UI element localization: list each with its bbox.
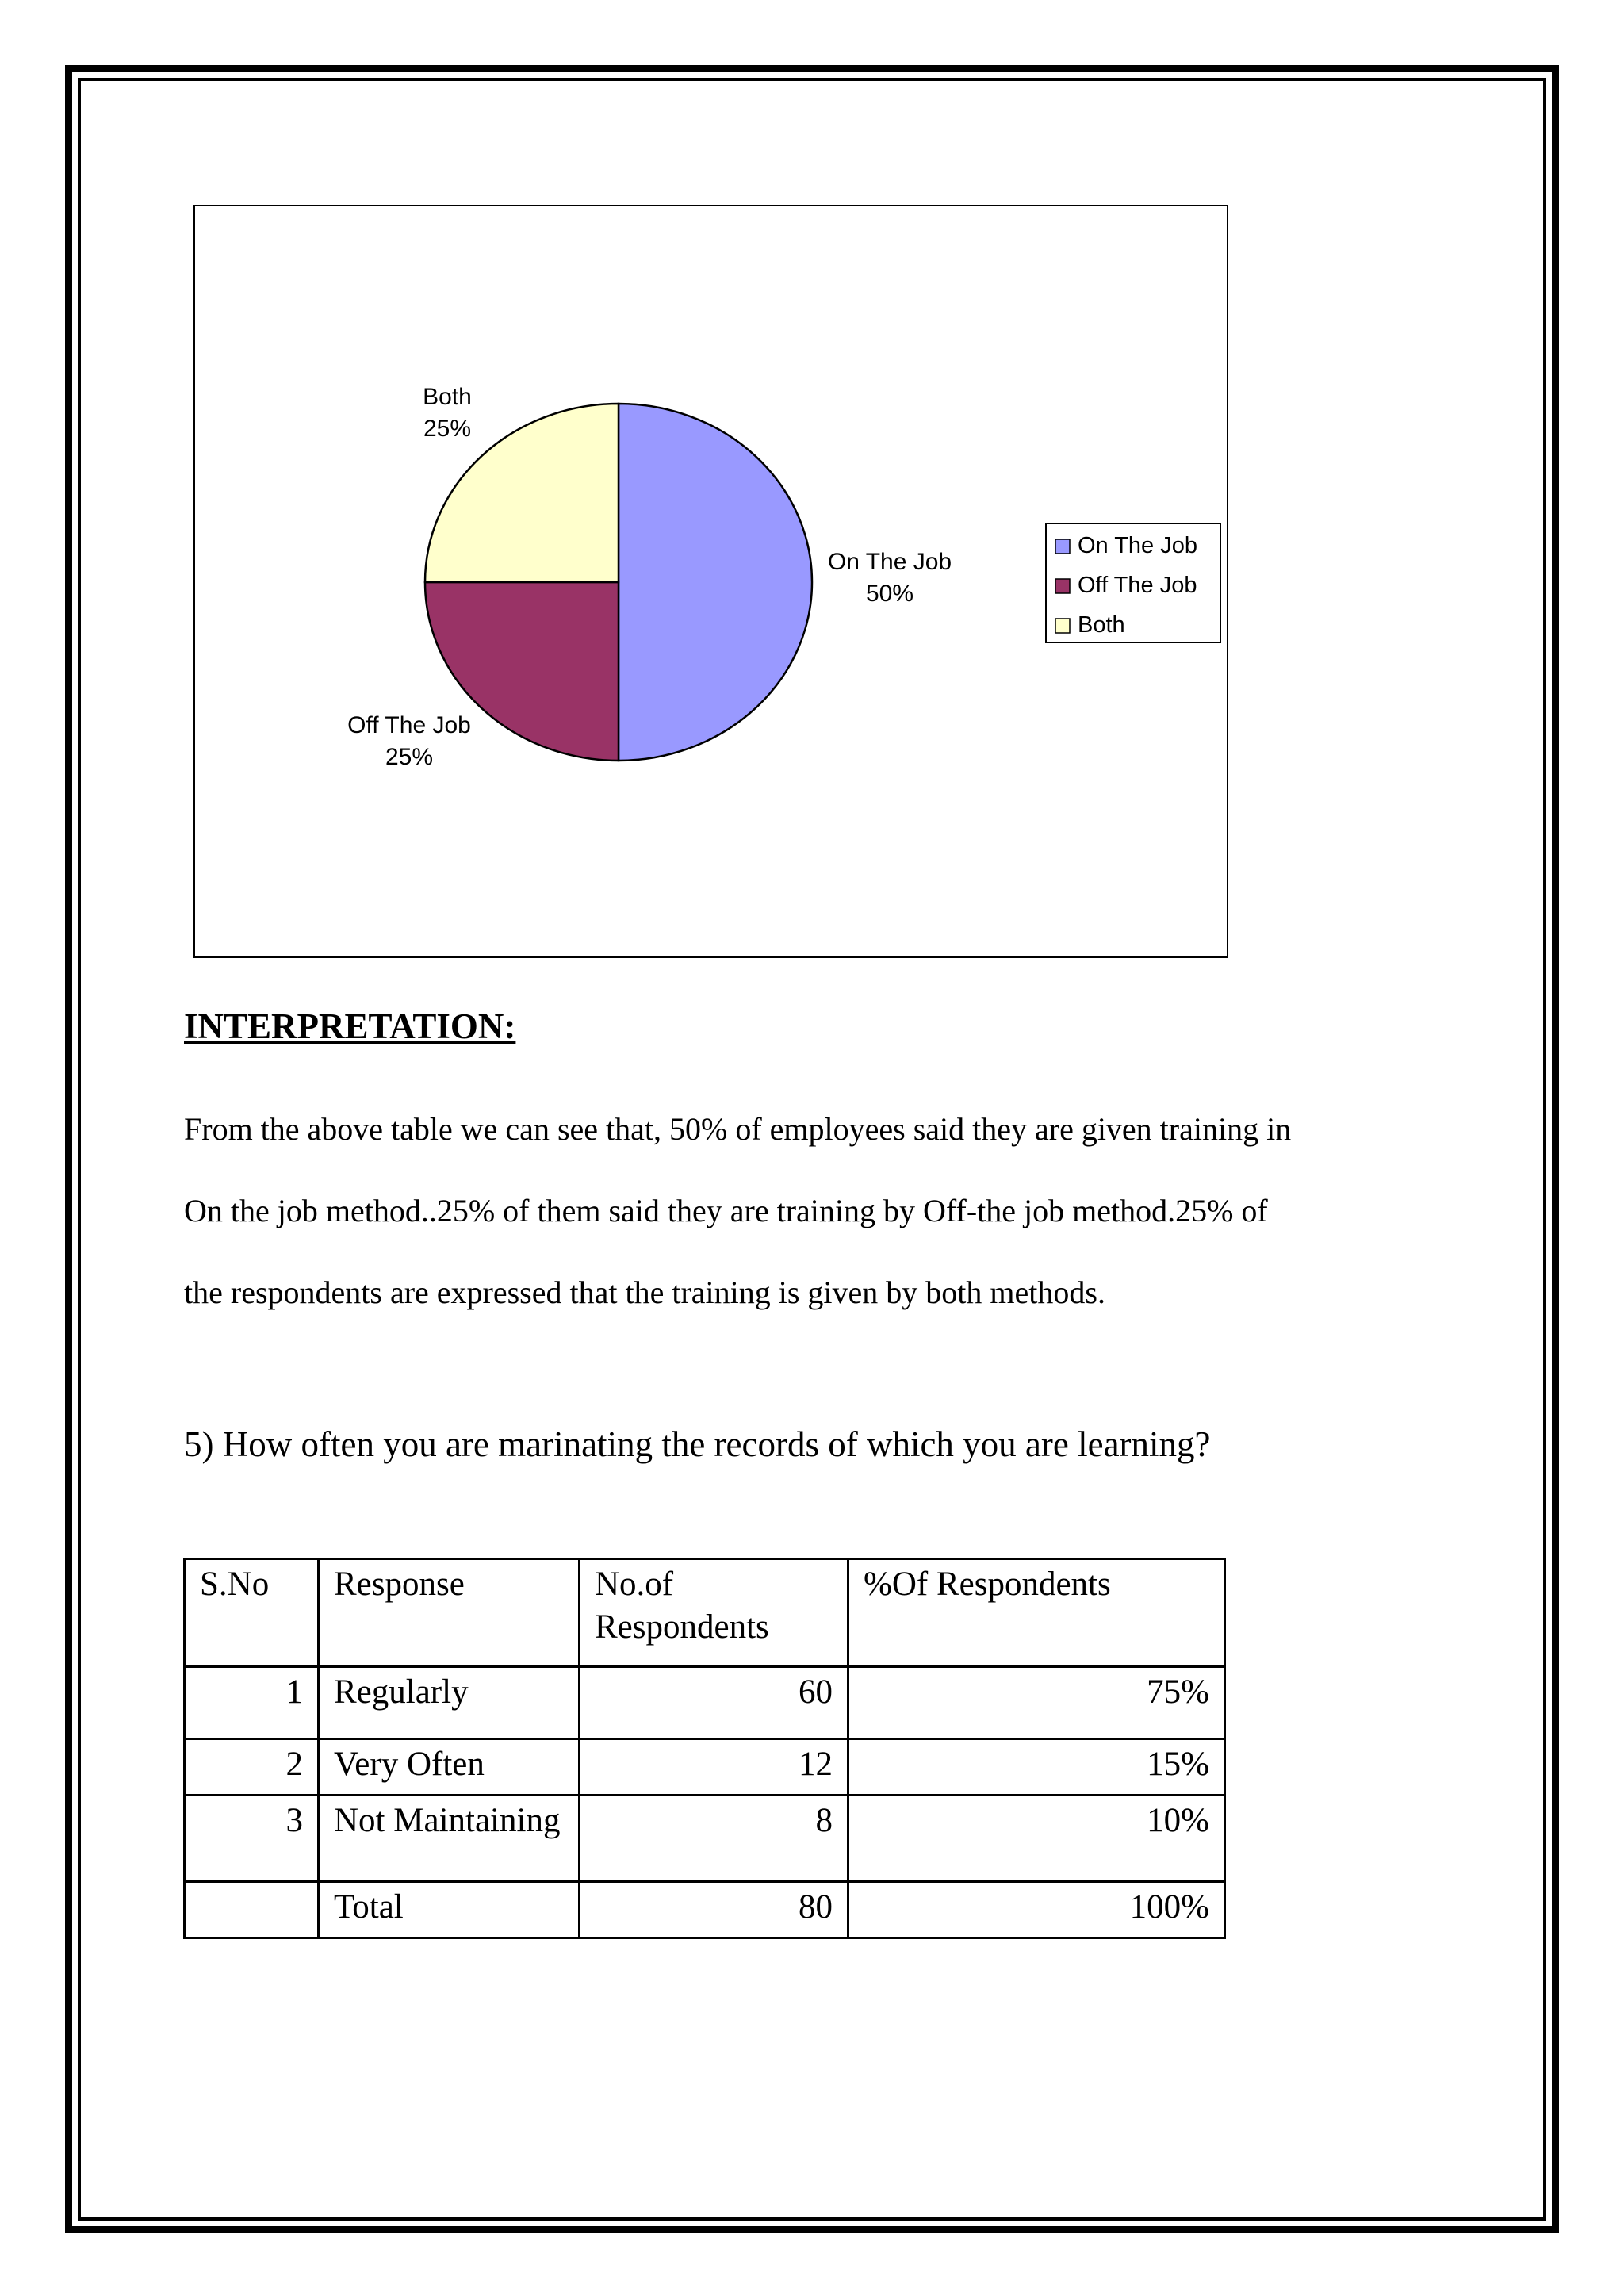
legend-swatch	[1055, 539, 1070, 554]
cell-sno: 1	[185, 1667, 319, 1739]
legend-label: Off The Job	[1078, 573, 1197, 598]
cell-response: Regularly	[319, 1667, 580, 1739]
table-row	[185, 1667, 1225, 1739]
cell-sno: 2	[185, 1739, 319, 1796]
cell-percent: 100%	[848, 1882, 1225, 1938]
cell-count: 12	[580, 1739, 848, 1796]
cell-percent: 15%	[848, 1739, 1225, 1796]
legend-swatch	[1055, 619, 1070, 633]
header-percent: %Of Respondents	[848, 1559, 1225, 1667]
pie-slice	[619, 404, 812, 761]
interpretation-line: From the above table we can see that, 50% of employees said they are given training in	[184, 1111, 1292, 1147]
header-sno: S.No	[185, 1559, 319, 1667]
legend-label: On The Job	[1078, 533, 1198, 558]
pie-slice-label: 25%	[423, 416, 472, 442]
pie-slice-label: Both	[423, 384, 472, 410]
pie-chart	[193, 205, 1228, 958]
cell-percent: 75%	[848, 1667, 1225, 1739]
header-count: No.of Respondents	[580, 1559, 848, 1667]
pie-chart-svg	[195, 206, 1227, 956]
cell-count: 60	[580, 1667, 848, 1739]
table-row	[185, 1739, 1225, 1796]
interpretation-line: On the job method..25% of them said they are training by Off-the job method.25% of	[184, 1193, 1268, 1228]
cell-response: Very Often	[319, 1739, 580, 1796]
legend-label: Both	[1078, 612, 1125, 638]
question-text: 5) How often you are marinating the records of which you are learning?	[184, 1424, 1211, 1464]
table-row	[185, 1796, 1225, 1882]
cell-response: Total	[319, 1882, 580, 1938]
pie-slice-label: 50%	[865, 581, 914, 607]
cell-count: 80	[580, 1882, 848, 1938]
interpretation-line: the respondents are expressed that the training is given by both methods.	[184, 1274, 1105, 1310]
pie-slice-label: 25%	[385, 744, 434, 770]
legend-swatch	[1055, 579, 1070, 593]
cell-sno: 3	[185, 1796, 319, 1882]
cell-percent: 10%	[848, 1796, 1225, 1882]
responses-table	[183, 1558, 1226, 1939]
table-total-row	[185, 1882, 1225, 1938]
interpretation-paragraph	[184, 1088, 1453, 1333]
pie-slice-label: On The Job	[827, 549, 952, 575]
header-response: Response	[319, 1559, 580, 1667]
cell-response: Not Maintaining	[319, 1796, 580, 1882]
cell-count: 8	[580, 1796, 848, 1882]
pie-slice-label: Off The Job	[347, 712, 471, 738]
table-header-row	[185, 1559, 1225, 1667]
interpretation-heading: INTERPRETATION:	[184, 1006, 516, 1046]
cell-sno	[185, 1882, 319, 1938]
